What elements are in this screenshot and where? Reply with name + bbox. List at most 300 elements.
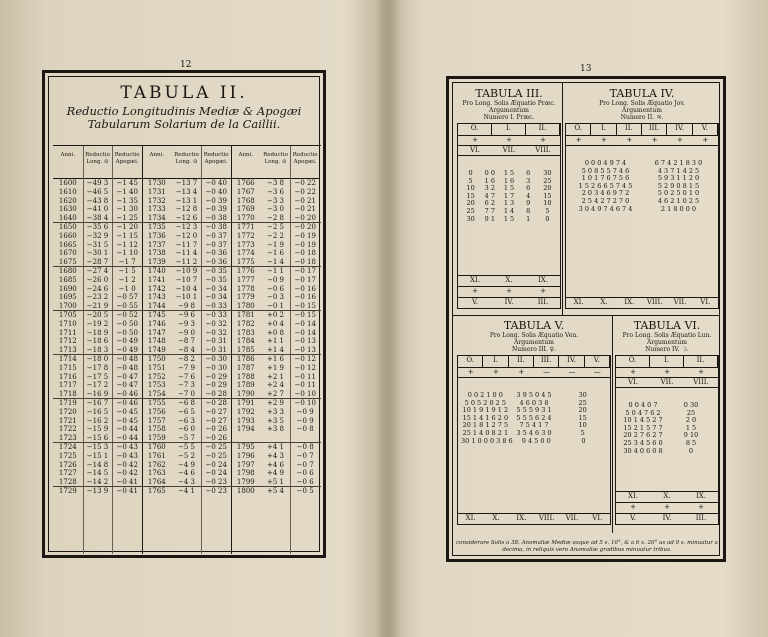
table-cell: +3 3 — [267, 407, 284, 416]
table-cell: +4 3 — [267, 451, 284, 460]
table-row — [231, 443, 320, 452]
column-header-row — [53, 146, 142, 179]
column-header: Reductio Apogæi. — [292, 152, 318, 165]
table-row — [231, 452, 320, 461]
column-header: Reductio Long. ⊙ — [85, 152, 110, 165]
table-cell: 1764 — [147, 478, 166, 487]
table-cell: 4 — [526, 191, 531, 200]
table-cell: −4 1 — [178, 486, 195, 495]
table-cell: −1 4 — [267, 258, 284, 267]
table-row — [142, 241, 231, 250]
argument-grid — [565, 123, 719, 309]
table-row — [461, 438, 607, 446]
table-cell: −0 42 — [116, 469, 138, 478]
roman-cell: VI. — [627, 378, 639, 386]
table-cell: −11 4 — [175, 249, 198, 258]
column-header: Reductio Apogæi. — [114, 152, 140, 165]
table-cell: 1774 — [236, 249, 255, 258]
table-cell: 4 7 — [484, 191, 495, 200]
table-cell: 1793 — [236, 416, 255, 425]
table-row — [142, 364, 231, 373]
left-page-number: 12 — [180, 60, 192, 70]
table-divider — [612, 315, 613, 533]
table-cell: 1716 — [58, 372, 77, 381]
table-cell: −0 22 — [294, 187, 316, 196]
roman-cell: IX. — [624, 298, 635, 306]
table-cell: −0 52 — [116, 310, 138, 319]
sign-header: V. — [693, 124, 718, 135]
table-cell: −11 2 — [175, 258, 198, 267]
row-rule — [53, 222, 321, 223]
sign-cell: + — [493, 368, 499, 376]
table-divider — [562, 83, 563, 315]
sign-bottom-row — [616, 502, 718, 513]
table-cell: −0 42 — [116, 460, 138, 469]
table-cell: −14 8 — [86, 460, 109, 469]
sign-cell: — — [543, 368, 551, 376]
sign-cell: + — [677, 136, 683, 144]
table-body — [458, 156, 560, 237]
table-row — [53, 408, 142, 417]
table-row — [142, 461, 231, 470]
table-cell: 1730 — [147, 179, 166, 187]
table-cell: −24 6 — [86, 284, 109, 293]
table-cell: 1690 — [58, 284, 77, 293]
roman-cell: VIII. — [693, 378, 709, 386]
column-rule — [201, 146, 202, 554]
table-cell: 1791 — [236, 398, 255, 407]
sign-cell: + — [540, 136, 546, 144]
table-cell: 9 10 — [683, 431, 699, 440]
table-cell: 6 — [526, 184, 531, 193]
table-row — [53, 267, 142, 276]
column-rule — [290, 146, 291, 554]
column-rule — [83, 146, 84, 554]
table-cell: −0 29 — [205, 372, 227, 381]
table-row — [142, 425, 231, 434]
table-cell: −0 13 — [294, 346, 316, 355]
subtitle-line: Argumentum — [489, 107, 529, 114]
roman-cell: VII. — [660, 378, 674, 386]
table-cell: −0 37 — [205, 231, 227, 240]
roman-top-row — [616, 378, 718, 388]
table-cell: 1775 — [236, 258, 255, 267]
column-header: Anni. — [60, 152, 76, 158]
roman-cell: IV. — [662, 514, 672, 522]
table-cell: −10 7 — [175, 275, 198, 284]
table-cell: −13 1 — [175, 196, 198, 205]
table-cell: 1 5 — [503, 169, 515, 177]
table-row — [142, 381, 231, 390]
table-row — [53, 373, 142, 382]
table-cell: −0 9 — [296, 407, 314, 416]
roman-cell: V. — [471, 298, 479, 306]
sign-header-row — [566, 124, 718, 136]
grid-footer — [458, 275, 560, 308]
sign-cell: + — [626, 136, 633, 144]
table-cell: 1794 — [236, 425, 255, 434]
table-cell: +2 7 — [267, 390, 284, 399]
table-row — [142, 443, 231, 452]
table-cell: −15 3 — [86, 442, 109, 451]
table-row — [142, 337, 231, 346]
table-cell: −0 38 — [205, 222, 227, 231]
table-cell: 1695 — [58, 293, 77, 302]
table-cell: 3 0 4 9 7 4 6 7 4 — [578, 204, 633, 213]
table-row — [231, 276, 320, 285]
table-cell: −1 20 — [116, 222, 138, 231]
table-cell: −0 26 — [205, 425, 227, 434]
left-table-frame — [42, 70, 326, 558]
table-cell: 0 — [688, 446, 694, 455]
table-cell: 1713 — [58, 346, 77, 355]
table-cell: 1787 — [236, 363, 255, 372]
sign-header: O. — [566, 124, 591, 135]
roman-bottom-row-2 — [458, 297, 560, 308]
table-cell: 1721 — [58, 416, 77, 425]
sign-cell: + — [506, 287, 512, 295]
sign-row — [458, 368, 610, 378]
table-cell: −0 12 — [294, 354, 316, 363]
table-row — [231, 223, 320, 232]
sign-header: II. — [617, 124, 642, 135]
table-cell: 1725 — [58, 451, 77, 460]
table-cell: −6 5 — [178, 407, 195, 416]
table-cell: −0 39 — [205, 196, 227, 205]
table-cell: 1750 — [147, 354, 166, 363]
book-gutter — [376, 0, 402, 637]
table-cell: −0 48 — [116, 363, 138, 372]
table-cell: 1784 — [236, 337, 255, 346]
roman-cell: X. — [663, 492, 671, 500]
table-cell: −2 8 — [267, 214, 284, 223]
table-cell: 25 3 4 5 6 0 — [623, 438, 663, 447]
table-row — [142, 179, 231, 188]
table-cell: 2 1 8 0 0 0 — [660, 204, 697, 213]
table-cell: −15 6 — [86, 434, 109, 443]
table-cell: 1620 — [58, 196, 77, 205]
table-row — [142, 223, 231, 232]
table-row — [231, 364, 320, 373]
sign-row — [458, 136, 560, 146]
table-row — [142, 232, 231, 241]
roman-bottom-row-2 — [616, 513, 718, 524]
table-row — [142, 417, 231, 426]
table-row — [231, 373, 320, 382]
table-row — [53, 197, 142, 206]
table-cell: 1 5 — [503, 214, 515, 223]
table-cell: 1670 — [58, 249, 77, 258]
table-cell: 1722 — [58, 425, 77, 434]
table-cell: −0 35 — [205, 266, 227, 275]
sign-cell: + — [651, 136, 658, 144]
table-cell: 1733 — [147, 205, 166, 214]
sign-cell: + — [540, 287, 546, 295]
table-cell: −0 47 — [116, 372, 138, 381]
sign-header: O. — [616, 356, 650, 367]
table-cell: 9 4 5 0 0 — [521, 436, 551, 445]
subtitle-line: Numero II. ♃. — [620, 114, 664, 121]
roman-cell: XI. — [470, 276, 480, 284]
table-row — [231, 461, 320, 470]
table-cell: −1 10 — [116, 249, 138, 258]
table-cell: 1740 — [147, 266, 166, 275]
table-cell: 1757 — [147, 416, 166, 425]
roman-cell: X. — [492, 514, 500, 522]
left-table-inner — [48, 76, 320, 552]
table-cell: −32 9 — [86, 231, 109, 240]
table-row — [53, 337, 142, 346]
table-cell: −0 11 — [294, 381, 316, 390]
table-cell: −1 2 — [118, 275, 136, 284]
table-cell: −2 5 — [267, 222, 284, 231]
table-cell: 1 0 1 7 6 7 5 6 — [581, 174, 630, 183]
table-row — [231, 399, 320, 408]
table-cell: −0 8 — [296, 425, 314, 434]
table-cell: −18 9 — [86, 328, 109, 337]
roman-cell: VI. — [700, 298, 711, 306]
table-cell: 1789 — [236, 381, 255, 390]
table-cell: −0 55 — [116, 302, 138, 311]
column-header: Anni. — [238, 152, 254, 158]
table-cell: −0 44 — [116, 425, 138, 434]
table-cell: 1780 — [236, 302, 255, 311]
sign-cell: + — [472, 287, 478, 295]
table-row — [53, 205, 142, 214]
table-cell: 1720 — [58, 407, 77, 416]
table-cell: −3 8 — [267, 179, 284, 187]
table-cell: −1 35 — [116, 196, 138, 205]
sign-cell: + — [472, 136, 478, 144]
table-cell: −7 0 — [178, 390, 195, 399]
sign-header: IV. — [667, 124, 692, 135]
sign-header: I. — [492, 124, 526, 135]
sign-bottom-row — [458, 286, 560, 297]
table-cell: −0 41 — [116, 486, 138, 495]
table-cell: 30 — [578, 391, 587, 399]
table-cell: −0 33 — [205, 310, 227, 319]
table-cell: −16 2 — [86, 416, 109, 425]
table-cell: −0 13 — [294, 337, 316, 346]
table-cell: 0 0 — [484, 169, 495, 177]
table-cell: −0 25 — [205, 442, 227, 451]
table-cell: 1710 — [58, 319, 77, 328]
table-body — [616, 388, 718, 469]
table-cell: −1 30 — [116, 205, 138, 214]
table-cell: 1 4 — [503, 206, 515, 215]
table-cell: 1723 — [58, 434, 77, 443]
subtitle-line: Pro Long. Solis Æquatio Ven. — [489, 332, 579, 339]
table-cell: −0 45 — [116, 407, 138, 416]
roman-cell: VI. — [592, 514, 603, 522]
sign-cell: + — [698, 368, 704, 376]
sign-header-row — [458, 124, 560, 136]
table-row — [142, 487, 231, 496]
table-cell: 3 5 4 6 3 0 — [516, 428, 552, 437]
table-cell: 1705 — [58, 310, 77, 319]
table-cell: 6 2 — [484, 199, 495, 208]
table-cell: −18 0 — [86, 354, 109, 363]
sign-header: I. — [650, 356, 684, 367]
roman-cell: V. — [629, 514, 637, 522]
table-cell: −30 1 — [86, 249, 109, 258]
table-cell: −23 2 — [86, 293, 109, 302]
table-cell: 1742 — [147, 284, 166, 293]
table-body — [231, 179, 320, 496]
table-row — [53, 355, 142, 364]
table-body — [566, 146, 718, 227]
table-cell: 1753 — [147, 381, 166, 390]
table-cell: +5 1 — [267, 478, 284, 487]
table-cell: 1796 — [236, 451, 255, 460]
row-rule — [53, 442, 321, 443]
table-cell: −0 29 — [205, 381, 227, 390]
table-cell: 1610 — [58, 187, 77, 196]
column-header: Reductio Long. ⊙ — [174, 152, 199, 165]
grid-footer — [616, 491, 718, 524]
left-table-title: TABULA II. — [120, 83, 248, 103]
table-cell: 1786 — [236, 354, 255, 363]
table-cell: 1728 — [58, 478, 77, 487]
table-cell: −4 3 — [178, 478, 195, 487]
column-header: Reductio Apogæi. — [203, 152, 229, 165]
table-cell: 1736 — [147, 231, 166, 240]
table-row — [142, 408, 231, 417]
table-cell: 20 — [578, 406, 587, 415]
table-row — [231, 469, 320, 478]
table-body — [142, 179, 231, 496]
sign-header: III. — [642, 124, 667, 135]
table-row — [619, 448, 715, 456]
column-header-row — [231, 146, 320, 179]
table-row — [231, 267, 320, 276]
column-rule — [142, 146, 143, 554]
table-row — [142, 188, 231, 197]
sign-cell: + — [467, 368, 474, 376]
argument-mark: 10 — [543, 199, 552, 208]
table-row — [53, 399, 142, 408]
table-row — [142, 329, 231, 338]
table-cell: 1743 — [147, 293, 166, 302]
table-cell: −0 43 — [116, 442, 138, 451]
table-row — [53, 364, 142, 373]
table-cell: −0 36 — [205, 249, 227, 258]
table-cell: −0 44 — [116, 434, 138, 443]
table-cell: −0 39 — [205, 205, 227, 214]
subtitle-line: Pro Long. Solis Æquatio Jov. — [599, 100, 685, 107]
table-cell: −0 40 — [205, 187, 227, 196]
table-cell: 1771 — [236, 222, 255, 231]
table-cell: 5 0 5 2 0 2 5 — [464, 398, 507, 407]
table-cell: −31 5 — [86, 240, 109, 249]
sign-header: O. — [458, 356, 483, 367]
roman-cell: IV. — [504, 298, 514, 306]
table-row — [231, 311, 320, 320]
table-cell: 1680 — [58, 266, 77, 275]
table-row — [53, 487, 142, 496]
table-cell: 0 0 2 1 0 0 — [467, 391, 503, 399]
right-table-frame — [446, 76, 726, 562]
table-cell: −9 3 — [178, 319, 195, 328]
table-cell: 4 6 2 1 0 2 5 — [657, 196, 700, 205]
roman-bottom-row — [616, 491, 718, 502]
table-cell: 1640 — [58, 214, 77, 223]
table-cell: 2 5 4 2 7 2 7 0 — [581, 196, 630, 205]
table-cell: 1762 — [147, 460, 166, 469]
table-cell: 10 — [578, 421, 587, 430]
table-cell: 1776 — [236, 266, 255, 275]
table-cell: −0 6 — [296, 469, 314, 478]
table-cell: 20 1 8 1 2 7 5 — [462, 421, 509, 430]
year-group-2 — [142, 146, 231, 554]
table-cell: 10 — [466, 184, 475, 193]
table-cell: −8 2 — [178, 354, 195, 363]
subtitle-line: Numero I. Præc. — [483, 114, 535, 121]
table-cell: −27 4 — [86, 266, 109, 275]
sign-cell: + — [601, 136, 607, 144]
table-cell: 1724 — [58, 442, 77, 451]
table-cell: 5 5 5 6 2 4 — [516, 413, 552, 422]
table-cell: −10 9 — [175, 266, 198, 275]
table-cell: 9 1 — [484, 214, 495, 223]
table-cell: −0 18 — [294, 249, 316, 258]
table-cell: 5 0 2 5 0 1 0 — [657, 189, 700, 198]
table-cell: 1732 — [147, 196, 166, 205]
table-cell: 1 3 — [503, 199, 515, 208]
roman-cell: XI. — [573, 298, 584, 306]
table-cell: 9 — [526, 199, 531, 208]
table-cell: −15 9 — [86, 425, 109, 434]
table-cell: −7 3 — [178, 381, 195, 390]
table-cell: −1 0 — [118, 284, 136, 293]
table-title: TABULA IV. — [609, 87, 675, 100]
table-cell: 5 — [468, 176, 473, 185]
table-cell: −17 8 — [86, 363, 109, 372]
table-cell: −0 16 — [294, 284, 316, 293]
row-rule — [53, 310, 321, 311]
table-cell: 1768 — [236, 196, 255, 205]
roman-bottom-row — [566, 297, 718, 308]
table-cell: −21 9 — [86, 302, 109, 311]
subtitle-line: Argumentum — [647, 339, 687, 346]
table-cell: −0 57 — [116, 293, 138, 302]
table-cell: 0 — [468, 169, 473, 177]
table-cell: −1 40 — [116, 187, 138, 196]
table-cell: 1761 — [147, 451, 166, 460]
table-row — [53, 452, 142, 461]
subtitle-line: Argumentum — [514, 339, 554, 346]
table-row — [231, 188, 320, 197]
roman-cell: VII. — [502, 146, 516, 154]
table-cell: −0 10 — [294, 398, 316, 407]
table-cell: −0 31 — [205, 346, 227, 355]
table-cell: 1766 — [236, 179, 255, 187]
table-row — [142, 469, 231, 478]
table-cell: −0 46 — [116, 390, 138, 399]
table-cell: −0 49 — [116, 346, 138, 355]
sign-cell: + — [506, 136, 512, 144]
table-cell: 6 7 4 2 1 8 3 0 — [654, 159, 703, 167]
table-cell: −6 3 — [178, 416, 195, 425]
table-cell: 1726 — [58, 460, 77, 469]
table-cell: −0 3 — [267, 293, 284, 302]
table-cell: −0 14 — [294, 328, 316, 337]
table-cell: −13 7 — [175, 179, 198, 187]
table-row — [231, 179, 320, 188]
table-row — [53, 311, 142, 320]
table-cell: −18 6 — [86, 337, 109, 346]
table-row — [53, 381, 142, 390]
